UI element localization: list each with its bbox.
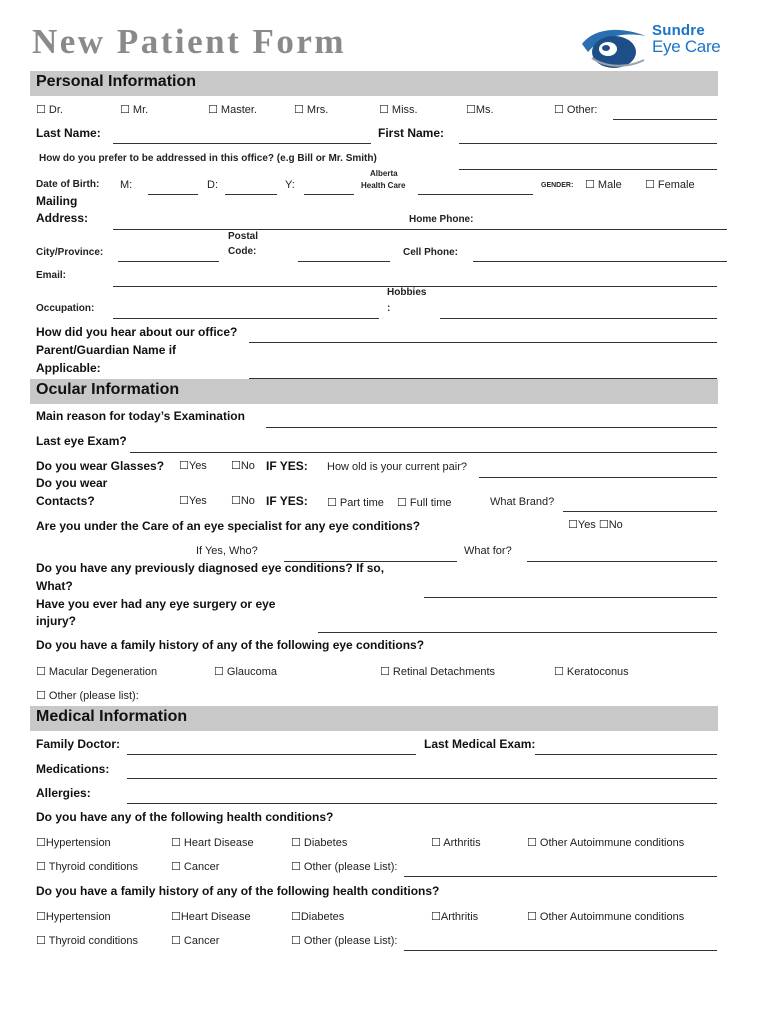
section-title: Personal Information — [36, 73, 197, 90]
macular-degeneration-checkbox[interactable]: ☐ Macular Degeneration — [36, 666, 158, 678]
logo-text-eye-care: Eye Care — [652, 37, 721, 56]
home-phone-label: Home Phone: — [409, 214, 474, 225]
pair-age-field[interactable] — [479, 477, 717, 478]
checkbox-master[interactable]: ☐ Master. — [208, 104, 257, 116]
main-reason-field[interactable] — [266, 427, 717, 428]
medications-label: Medications: — [36, 762, 110, 776]
part-time-checkbox[interactable]: ☐ Part time — [327, 497, 384, 509]
last-medical-exam-field[interactable] — [535, 754, 717, 755]
city-label: City/Province: — [36, 247, 104, 258]
logo-text-sundre: Sundre — [652, 22, 705, 39]
city-field[interactable] — [118, 261, 219, 262]
family-heart-disease-checkbox[interactable]: ☐Heart Disease — [171, 911, 251, 923]
section-ocular-information — [30, 379, 718, 404]
gender-label: GENDER: — [541, 182, 574, 189]
email-label: Email: — [36, 270, 67, 281]
glasses-label: Do you wear Glasses? — [36, 459, 165, 473]
brand-field[interactable] — [563, 511, 717, 512]
last-name-label: Last Name: — [36, 126, 101, 140]
heart-disease-checkbox[interactable]: ☐ Heart Disease — [171, 837, 254, 849]
health-care-label-2: Health Care — [361, 181, 406, 190]
health-other-field[interactable] — [404, 876, 717, 877]
family-autoimmune-checkbox[interactable]: ☐ Other Autoimmune conditions — [527, 911, 685, 923]
family-other-field[interactable] — [404, 950, 717, 951]
occupation-label: Occupation: — [36, 303, 95, 314]
contacts-if-yes-label: IF YES: — [266, 494, 308, 508]
glasses-if-yes-label: IF YES: — [266, 459, 308, 473]
glasses-yes-checkbox[interactable]: ☐Yes — [179, 460, 207, 472]
cell-phone-field[interactable] — [473, 261, 727, 262]
mailing-label-2: Address: — [36, 211, 89, 225]
last-exam-label: Last eye Exam? — [36, 434, 127, 448]
diagnosed-label-2: What? — [36, 579, 73, 593]
last-name-field[interactable] — [113, 143, 371, 144]
section-medical-information — [30, 706, 718, 731]
checkbox-ms[interactable]: ☐Ms. — [466, 104, 494, 116]
dob-label: Date of Birth: — [36, 179, 100, 190]
health-care-label-1: Alberta — [370, 169, 398, 178]
section-title: Ocular Information — [36, 381, 180, 398]
specialist-yes-no-checkbox[interactable]: ☐Yes ☐No — [568, 519, 623, 531]
pair-age-label: How old is your current pair? — [327, 461, 468, 473]
what-for-field[interactable] — [527, 561, 717, 562]
family-other-checkbox[interactable]: ☐ Other (please List): — [291, 935, 398, 947]
guardian-label-1: Parent/Guardian Name if — [36, 343, 177, 357]
checkbox-female[interactable]: ☐ Female — [645, 179, 695, 191]
hypertension-checkbox[interactable]: ☐Hypertension — [36, 837, 111, 849]
brand-label: What Brand? — [490, 496, 555, 508]
specialist-who-label: If Yes, Who? — [196, 545, 258, 557]
section-personal-information — [30, 71, 718, 96]
dob-day-label: D: — [207, 179, 218, 191]
cell-phone-label: Cell Phone: — [403, 247, 459, 258]
mailing-label-1: Mailing — [36, 194, 78, 208]
eye-other-checkbox[interactable]: ☐ Other (please list): — [36, 690, 139, 702]
full-time-checkbox[interactable]: ☐ Full time — [397, 497, 452, 509]
health-care-field[interactable] — [418, 194, 533, 195]
section-title: Medical Information — [36, 708, 188, 725]
checkbox-other[interactable]: ☐ Other: — [554, 104, 598, 116]
dob-month-field[interactable] — [148, 194, 198, 195]
contacts-label-2: Contacts? — [36, 494, 95, 508]
family-doctor-label: Family Doctor: — [36, 737, 121, 751]
allergies-field[interactable] — [127, 803, 717, 804]
keratoconus-checkbox[interactable]: ☐ Keratoconus — [554, 666, 629, 678]
family-arthritis-checkbox[interactable]: ☐Arthritis — [431, 911, 479, 923]
family-diabetes-checkbox[interactable]: ☐Diabetes — [291, 911, 345, 923]
family-doctor-field[interactable] — [127, 754, 416, 755]
mailing-address-field[interactable] — [113, 229, 727, 230]
last-exam-field[interactable] — [130, 452, 717, 453]
checkbox-mr[interactable]: ☐ Mr. — [120, 104, 149, 116]
hear-about-field[interactable] — [249, 342, 717, 343]
postal-code-field[interactable] — [298, 261, 390, 262]
family-health-label: Do you have a family history of any of the following health conditions? — [36, 884, 440, 898]
dob-year-field[interactable] — [304, 194, 354, 195]
autoimmune-checkbox[interactable]: ☐ Other Autoimmune conditions — [527, 837, 685, 849]
occupation-field[interactable] — [113, 318, 379, 319]
diagnosed-field[interactable] — [424, 597, 717, 598]
hobbies-label-2: : — [387, 303, 391, 314]
hobbies-label-1: Hobbies — [387, 287, 427, 298]
checkbox-mrs[interactable]: ☐ Mrs. — [294, 104, 329, 116]
arthritis-checkbox[interactable]: ☐ Arthritis — [431, 837, 481, 849]
surgery-label-1: Have you ever had any eye surgery or eye — [36, 597, 276, 611]
dob-day-field[interactable] — [225, 194, 277, 195]
family-hypertension-checkbox[interactable]: ☐Hypertension — [36, 911, 111, 923]
main-reason-label: Main reason for today’s Examination — [36, 409, 245, 423]
first-name-field[interactable] — [459, 143, 717, 144]
preferred-address-field[interactable] — [459, 169, 717, 170]
hear-about-label: How did you hear about our office? — [36, 325, 238, 339]
thyroid-checkbox[interactable]: ☐ Thyroid conditions — [36, 861, 138, 873]
eye-family-history-label: Do you have a family history of any of the following eye conditions? — [36, 638, 425, 652]
dob-month-label: M: — [120, 179, 133, 191]
specialist-label: Are you under the Care of an eye specialist for any eye conditions? — [36, 519, 421, 533]
contacts-no-checkbox[interactable]: ☐No — [231, 495, 255, 507]
guardian-label-2: Applicable: — [36, 361, 101, 375]
checkbox-dr[interactable]: ☐ Dr. — [36, 104, 63, 116]
page-title: New Patient Form — [32, 22, 347, 61]
eye-logo-icon — [580, 22, 652, 74]
family-thyroid-checkbox[interactable]: ☐ Thyroid conditions — [36, 935, 138, 947]
checkbox-male[interactable]: ☐ Male — [585, 179, 622, 191]
surgery-field[interactable] — [318, 632, 717, 633]
family-cancer-checkbox[interactable]: ☐ Cancer — [171, 935, 220, 947]
retinal-detachments-checkbox[interactable]: ☐ Retinal Detachments — [380, 666, 496, 678]
what-for-label: What for? — [464, 545, 512, 557]
medications-field[interactable] — [127, 778, 717, 779]
checkbox-miss[interactable]: ☐ Miss. — [379, 104, 418, 116]
first-name-label: First Name: — [378, 126, 445, 140]
surgery-label-2: injury? — [36, 614, 77, 628]
glasses-no-checkbox[interactable]: ☐No — [231, 460, 255, 472]
health-conditions-label: Do you have any of the following health conditions? — [36, 810, 334, 824]
preferred-address-label: How do you prefer to be addressed in this office? (e.g Bill or Mr. Smith) — [39, 153, 377, 164]
hobbies-field[interactable] — [440, 318, 717, 319]
sundre-eye-care-logo — [580, 22, 720, 74]
health-other-checkbox[interactable]: ☐ Other (please List): — [291, 861, 398, 873]
diagnosed-label-1: Do you have any previously diagnosed eye conditions? If so, — [36, 561, 385, 575]
diabetes-checkbox[interactable]: ☐ Diabetes — [291, 837, 348, 849]
cancer-checkbox[interactable]: ☐ Cancer — [171, 861, 220, 873]
postal-label-1: Postal — [228, 231, 259, 242]
glaucoma-checkbox[interactable]: ☐ Glaucoma — [214, 666, 278, 678]
other-title-field[interactable] — [613, 119, 717, 120]
allergies-label: Allergies: — [36, 786, 91, 800]
dob-year-label: Y: — [285, 179, 295, 191]
contacts-label-1: Do you wear — [36, 476, 108, 490]
postal-label-2: Code: — [228, 246, 257, 257]
contacts-yes-checkbox[interactable]: ☐Yes — [179, 495, 207, 507]
last-medical-exam-label: Last Medical Exam: — [424, 737, 536, 751]
